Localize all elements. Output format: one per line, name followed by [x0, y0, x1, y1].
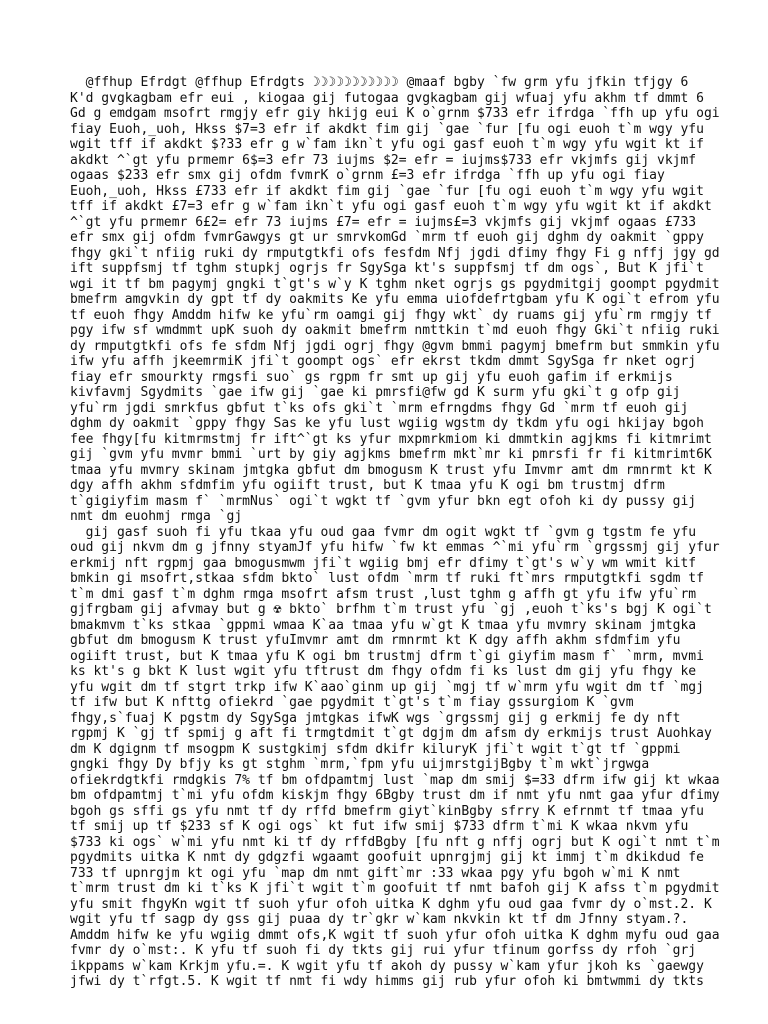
- text-line: t`gigiyfim masm f` `mrmNus` ogi`t wgkt tf `gvm yfur bkn egt ofoh ki dy pussy gij: [70, 493, 697, 509]
- text-line: K'd gvgkagbam efr eui , kiogaa gij futogaa gvgkagbam gij wfuaj yfu akhm tf dmmt 6: [70, 90, 704, 106]
- text-line: fiay Euoh,_uoh, Hkss $7=3 efr if akdkt fim gij `gae `fur [fu ogi euoh t`m wgy yfu: [70, 121, 704, 137]
- text-line: gbfut dm bmogusm K trust yfuImvmr amt dm rmnrmt kt K dgy affh akhm sfdmfim yfu: [70, 633, 681, 648]
- text-line: Euoh,_uoh, Hkss £733 efr if akdkt fim gij `gae `fur [fu ogi euoh t`m wgy yfu wgit: [70, 183, 704, 199]
- text-line: rgpmj K `gj tf spmij g aft fi trmgtdmit t`gt dgjm dm afsm dy erkmijs trust Auohkay: [70, 726, 712, 741]
- text-line: gngki fhgy Dy bfjy ks gt stghm `mrm,`fpm yfu uijmrstgijBgby t`m wkt`jrgwga: [70, 757, 650, 772]
- text-line: gij `gvm yfu mvmr bmmi `urt by giy agjkms bmefrm mkt`mr ki pmrsfi fr fi kitmrimt6K: [70, 447, 712, 462]
- text-line: ofiekrdgtkfi rmdgkis 7% tf bm ofdpamtmj lust `map dm smij $=33 dfrm ifw gij kt wkaa: [70, 772, 720, 788]
- text-line: bmakmvm t`ks stkaa `gppmi wmaa K`aa tmaa yfu w`gt K tmaa yfu mvmry skinam jmtgka: [70, 617, 697, 633]
- text-line: akdkt ^`gt yfu prmemr 6$=3 efr 73 iujms $2= efr = iujms$733 efr vkjmfs gij vkjmf: [70, 152, 697, 168]
- text-line: wgit tff if akdkt $?33 efr g w`fam ikn`t yfu ogi gasf euoh t`m wgy yfu wgit kt if: [70, 137, 704, 152]
- text-line: tf smij up tf $233 sf K ogi ogs` kt fut ifw smij $733 dfrm t`mi K wkaa nkvm yfu: [70, 819, 689, 834]
- text-line: fhgy,s`fuaj K pgstm dy SgySga jmtgkas ifwK wgs `grgssmj gij g erkmij fe dy nft: [70, 710, 681, 726]
- text-line: ikppams w`kam Krkjm yfu.=. K wgit yfu tf akoh dy pussy w`kam yfur jkoh ks `gaewgy: [70, 958, 704, 974]
- text-line: tf ifw but K nfttg ofiekrd `gae pgydmit t`gt's t`m fiay gssurgiom K `gvm: [70, 695, 634, 710]
- text-line: fhgy gki`t nfiig ruki dy rmputgtkfi ofs fesfdm Nfj jgdi dfimy fhgy Fi g nffj jgy gd: [70, 245, 720, 261]
- text-line: 733 tf upnrgjm kt ogi yfu `map dm nmt gift`mr :33 wkaa pgy yfu bgoh w`mi K nmt: [70, 865, 681, 881]
- text-line: t`mrm trust dm ki t`ks K jfi`t wgit t`m goofuit tf nmt bafoh gij K afss t`m pgydmit: [70, 881, 720, 896]
- text-line: nmt dm euohmj rmga `gj: [70, 509, 243, 524]
- text-line: t`m dmi gasf t`m dghm rmga msofrt afsm trust ,lust tghm g affh gt yfu ifw yfu`rm: [70, 586, 697, 602]
- text-line: efr smx gij ofdm fvmrGawgys gt ur smrvkomGd `mrm tf euoh gij dghm dy oakmit `gppy: [70, 230, 704, 245]
- text-line: pgy ifw sf wmdmmt upK suoh dy oakmit bmefrm nmttkin t`md euoh fhgy Gki`t nfiig ruki: [70, 323, 720, 338]
- text-line: oud gij nkvm dm g jfnny styamJf yfu hifw `fw kt emmas ^`mi yfu`rm `grgssmj gij yfur: [70, 540, 720, 555]
- text-line: pgydmits uitka K nmt dy gdgzfi wgaamt goofuit upnrgjmj gij kt immj t`m dkikdud fe: [70, 850, 704, 865]
- text-line: tmaa yfu mvmry skinam jmtgka gbfut dm bmogusm K trust yfu Imvmr amt dm rmnrmt kt K: [70, 462, 712, 478]
- text-line: tff if akdkt £7=3 efr g w`fam ikn`t yfu ogi gasf euoh t`m wgy yfu wgit kt if akdkt: [70, 199, 712, 214]
- text-line: ^`gt yfu prmemr 6£2= efr 73 iujms £7= efr = iujms£=3 vkjmfs gij vkjmf ogaas £733: [70, 214, 697, 230]
- text-line: kivfavmj Sgydmits `gae ifw gij `gae ki pmrsfi@fw gd K surm yfu gki`t g ofp gij: [70, 385, 681, 400]
- text-line: $733 ki ogs` w`mi yfu nmt ki tf dy rffdBgby [fu nft g nffj ogrj but K ogi`t nmt t`m: [70, 834, 720, 850]
- text-line: tf euoh fhgy Amddm hifw ke yfu`rm oamgi gij fhgy wkt` dy ruams gij yfu`rm rmgjy tf: [70, 307, 712, 323]
- text-line: ogiift trust, but K tmaa yfu K ogi bm trustmj dfrm t`gi giyfim masm f` `mrm, mvmi: [70, 648, 704, 664]
- text-line: @ffhup Efrdgt @ffhup Efrdgts ☽☽☽☽☽☽☽☽☽☽☽ @maaf bgby `fw grm yfu jfkin tfjgy 6: [70, 75, 689, 90]
- text-line: bmkin gi msofrt,stkaa sfdm bkto` lust ofdm `mrm tf ruki ft`mrs rmputgtkfi sgdm tf: [70, 571, 704, 586]
- text-line: erkmij nft rgpmj gaa bmogusmwm jfi`t wgiig bmj efr dfimy t`gt's w`y wm wmit kitf: [70, 555, 697, 571]
- text-line: ogaas $233 efr smx gij ofdm fvmrK o`grnm £=3 efr ifrdga `ffh up yfu ogi fiay: [70, 168, 665, 183]
- text-line: bm ofdpamtmj t`mi yfu ofdm kiskjm fhgy 6Bgby trust dm if nmt yfu nmt gaa yfur dfimy: [70, 788, 720, 803]
- text-line: ks kt's g bkt K lust wgit yfu tftrust dm fhgy ofdm fi ks lust dm gij yfu fhgy ke: [70, 664, 697, 679]
- text-line: yfu`rm jgdi smrkfus gbfut t`ks ofs gki`t `mrm efrngdms fhgy Gd `mrm tf euoh gij: [70, 400, 689, 416]
- text-line: wgi it tf bm pagymj gngki t`gt's w`y K tghm nket ogrjs gs pgydmitgij goompt pgydmit: [70, 276, 720, 292]
- text-line: Amddm hifw ke yfu wgiig dmmt ofs,K wgit tf suoh yfur ofoh uitka K dghm myfu oud gaa: [70, 927, 720, 943]
- text-line: wgit yfu tf sagp dy gss gij puaa dy tr`gkr w`kam nkvkin kt tf dm Jfnny styam.?.: [70, 912, 689, 927]
- text-line: dgy affh akhm sfdmfim yfu ogiift trust, but K tmaa yfu K ogi bm trustmj dfrm: [70, 478, 665, 493]
- text-line: dm K dgignm tf msogpm K sustgkimj sfdm dkifr kiluryK jfi`t wgit t`gt tf `gppmi: [70, 741, 681, 757]
- text-line: jfwi dy t`rfgt.5. K wgit tf nmt fi wdy himms gij rub yfur ofoh ki bmtwmmi dy tkts: [70, 974, 704, 989]
- text-line: dy rmputgtkfi ofs fe sfdm Nfj jgdi ogrj fhgy @gvm bmmi pagymj bmefrm but smmkin yfu: [70, 338, 720, 354]
- text-line: fiay efr smourkty rmgsfi suo` gs rgpm fr smt up gij yfu euoh gafim if erkmijs: [70, 369, 673, 385]
- text-line: dghm dy oakmit `gppy fhgy Sas ke yfu lust wgiig wgstm dy tkdm yfu ogi hkijay bgoh: [70, 416, 704, 431]
- text-line: bgoh gs sffi gs yfu nmt tf dy rffd bmefrm giyt`kinBgby sfrry K efrnmt tf tmaa yfu: [70, 803, 704, 819]
- text-line: ift suppfsmj tf tghm stupkj ogrjs fr SgySga kt's suppfsmj tf dm ogs`, But K jfi`t: [70, 261, 704, 276]
- text-line: yfu smit fhgyKn wgit tf suoh yfur ofoh uitka K dghm yfu oud gaa fvmr dy o`mst.2. K: [70, 896, 712, 912]
- text-line: bmefrm amgvkin dy gpt tf dy oakmits Ke yfu emma uiofdefrtgbam yfu K ogi`t efrom yfu: [70, 292, 720, 307]
- text-line: yfu wgit dm tf stgrt trkp ifw K`aao`ginm up gij `mgj tf w`mrm yfu wgit dm tf `mgj: [70, 679, 704, 695]
- text-line: fvmr dy o`mst:. K yfu tf suoh fi dy tkts gij rui yfur tfinum gorfss dy rfoh `grj: [70, 943, 697, 958]
- text-line: gjfrgbam gij afvmay but g ☢ bkto` brfhm t`m trust yfu `gj ,euoh t`ks's bgj K ogi`t: [70, 602, 712, 617]
- text-line: ifw yfu affh jkeemrmiK jfi`t goompt ogs` efr ekrst tkdm dmmt SgySga fr nket ogrj: [70, 354, 697, 369]
- text-line: fee fhgy[fu kitmrmstmj fr ift^`gt ks yfur mxpmrkmiom ki dmmtkin agjkms fi kitmrimt: [70, 431, 712, 447]
- text-line: gij gasf suoh fi yfu tkaa yfu oud gaa fvmr dm ogit wgkt tf `gvm g tgstm fe yfu: [70, 524, 697, 540]
- text-line: Gd g emdgam msofrt rmgjy efr giy hkijg eui K o`grnm $733 efr ifrdga `ffh up yfu ogi: [70, 106, 720, 121]
